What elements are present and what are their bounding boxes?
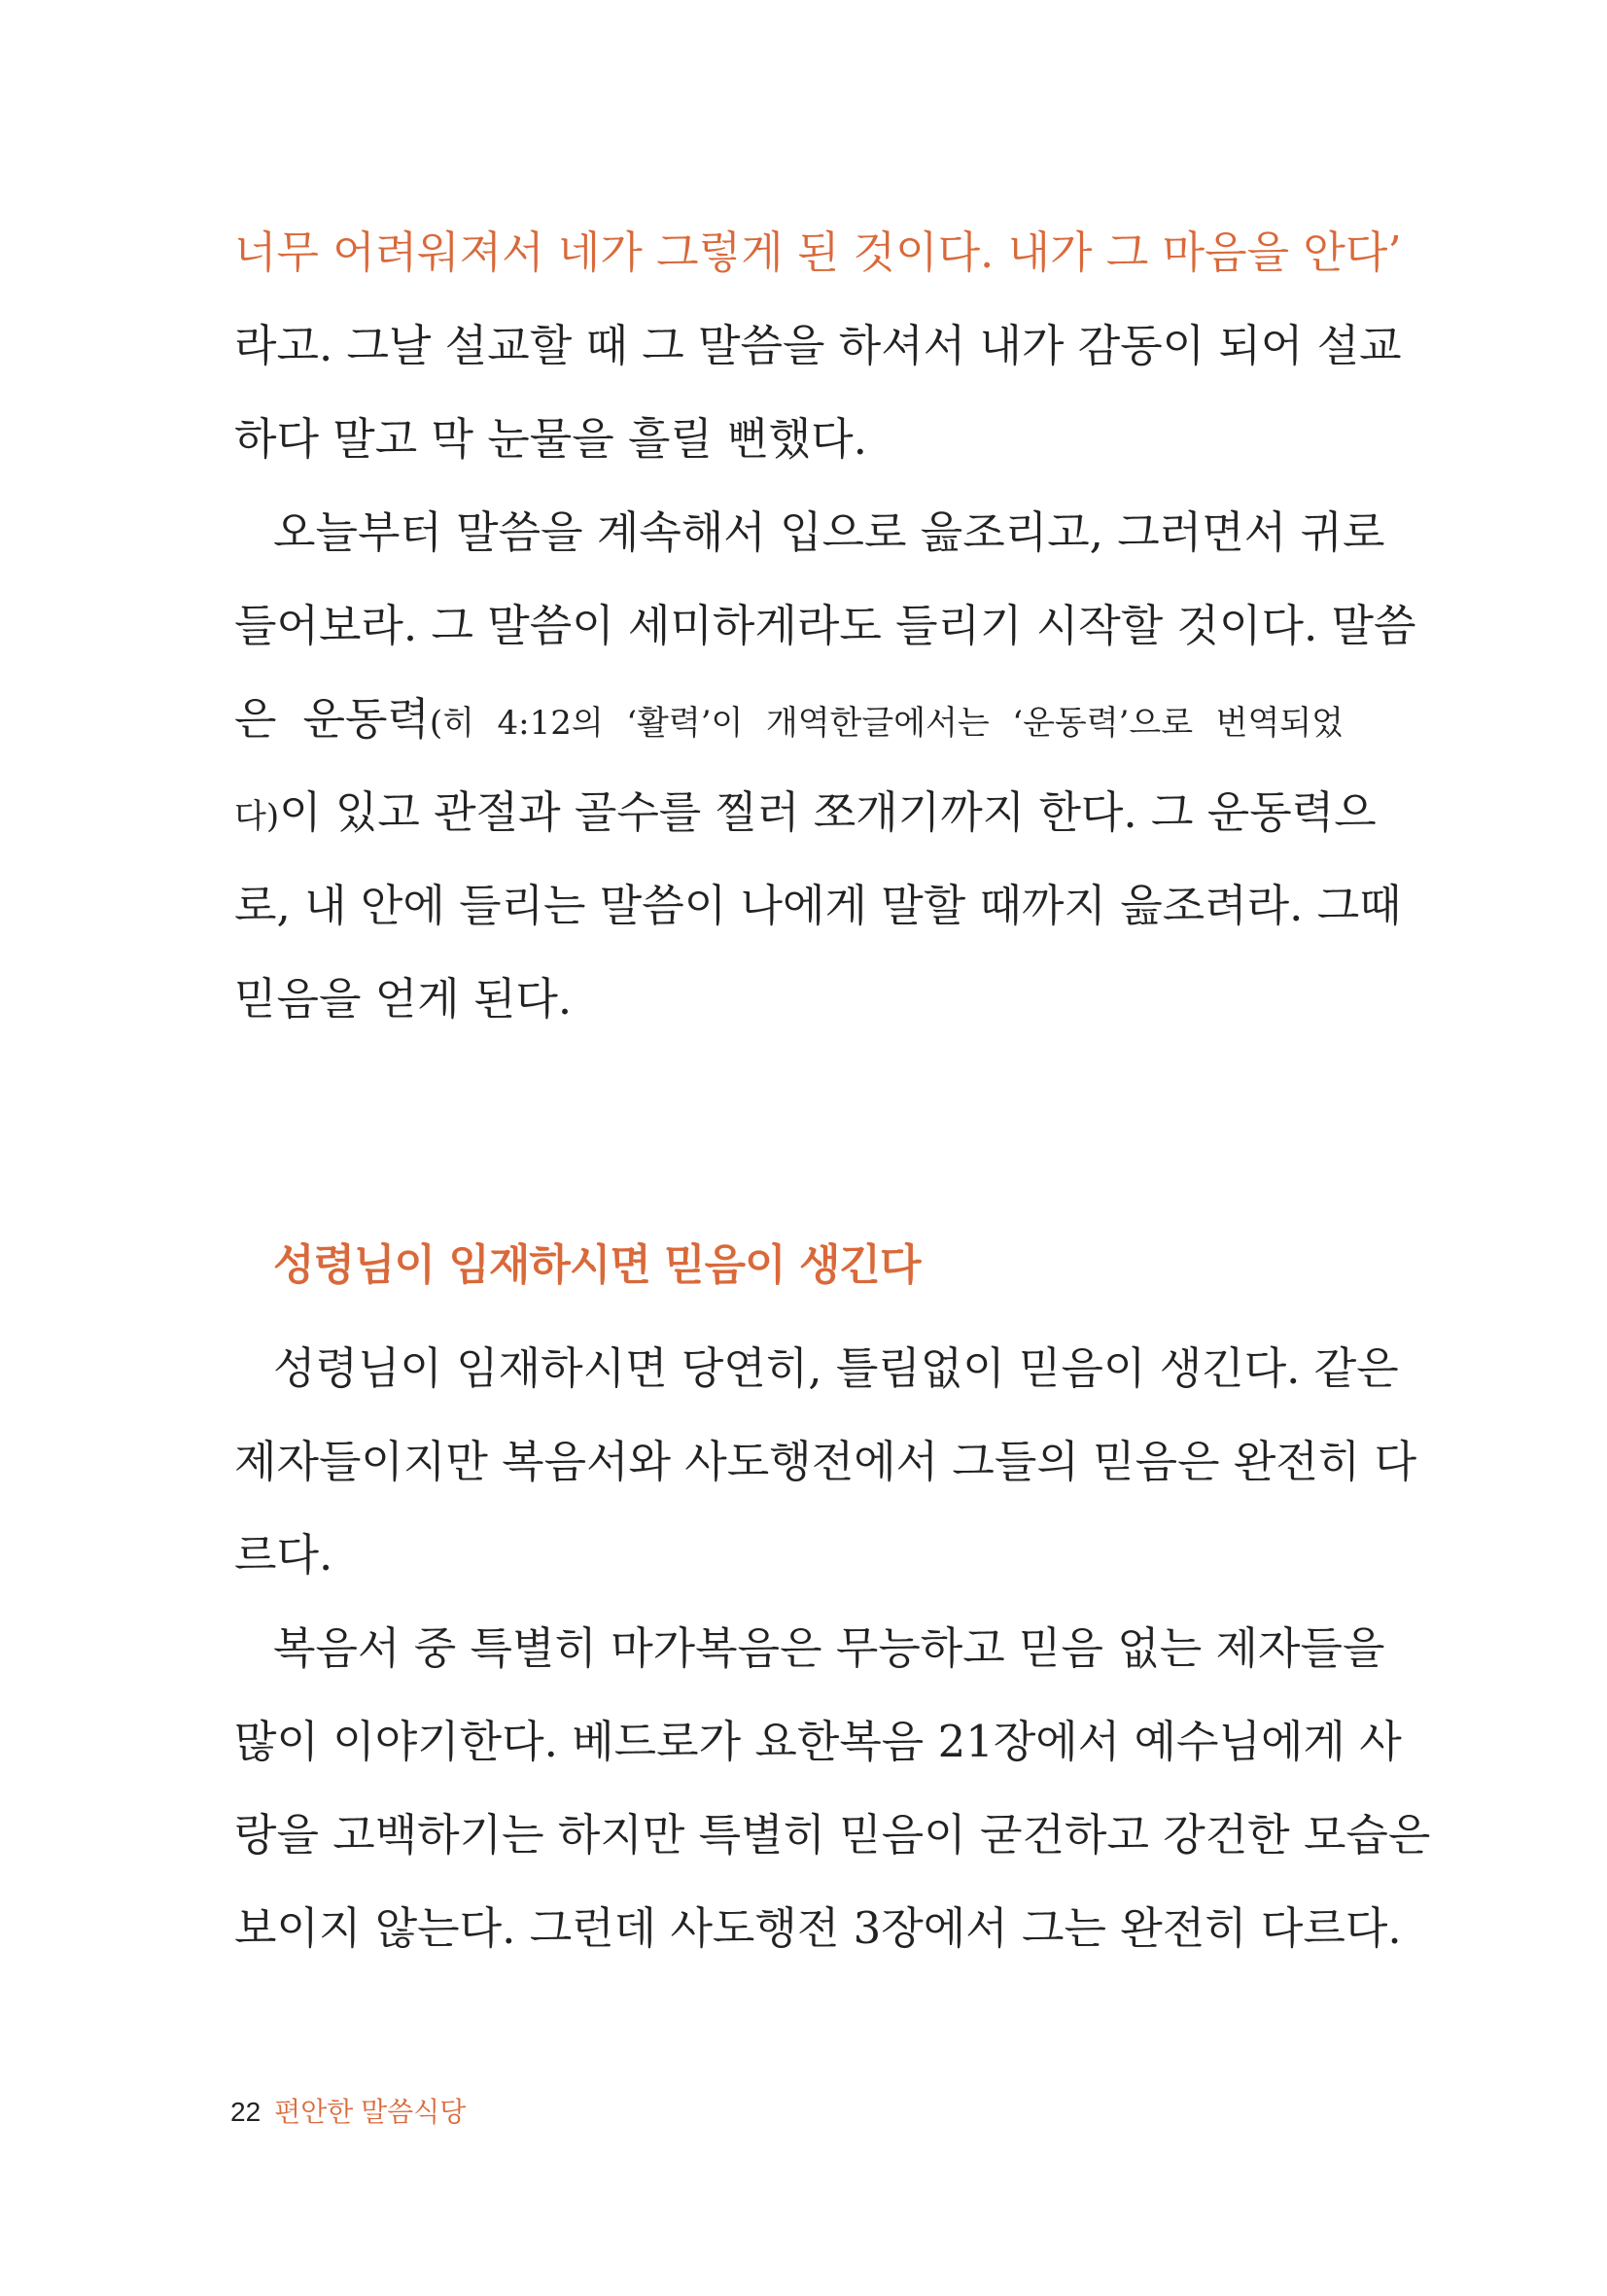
paragraph-line: 로, 내 안에 들리는 말씀이 나에게 말할 때까지 읊조려라. 그때 [234, 880, 1402, 931]
paragraph-text: 은 운동력 [234, 693, 430, 745]
paragraph-line: 너무 어려워져서 네가 그렇게 된 것이다. 내가 그 마음을 안다’ [234, 226, 1402, 278]
paragraph-line: 라고. 그날 설교할 때 그 말씀을 하셔서 내가 감동이 되어 설교 [234, 320, 1402, 371]
paragraph-line: 제자들이지만 복음서와 사도행전에서 그들의 믿음은 완전히 다 [234, 1436, 1417, 1487]
page-footer [230, 2095, 466, 2130]
section-heading: 성령님이 임재하시면 믿음이 생긴다 [273, 1240, 921, 1290]
paragraph-line: 많이 이야기한다. 베드로가 요한복음 21장에서 예수님에게 사 [234, 1716, 1402, 1767]
paragraph-line: 보이지 않는다. 그런데 사도행전 3장에서 그는 완전히 다르다. [234, 1902, 1402, 1954]
paragraph-line: 하다 말고 막 눈물을 흘릴 뻔했다. [234, 413, 867, 465]
paragraph-line [234, 783, 1377, 846]
paragraph-line: 들어보라. 그 말씀이 세미하게라도 들리기 시작할 것이다. 말씀 [234, 600, 1416, 651]
paragraph-line: 르다. [234, 1529, 333, 1581]
paragraph-line: 성령님이 임재하시면 당연히, 틀림없이 믿음이 생긴다. 같은 [273, 1342, 1399, 1394]
parenthetical-note: (히 4:12의 ‘활력’이 개역한글에서는 ‘운동력’으로 번역되었 [429, 704, 1344, 743]
paragraph-text: 이 있고 관절과 골수를 찔러 쪼개기까지 한다. 그 운동력으 [279, 786, 1377, 838]
paragraph-line: 랑을 고백하기는 하지만 특별히 믿음이 굳건하고 강건한 모습은 [234, 1809, 1431, 1861]
parenthetical-note-end: 다) [234, 797, 280, 836]
paragraph-line: 오늘부터 말씀을 계속해서 입으로 읊조리고, 그러면서 귀로 [273, 506, 1385, 558]
paragraph-line: 복음서 중 특별히 마가복음은 무능하고 믿음 없는 제자들을 [273, 1622, 1385, 1674]
paragraph-line: 믿음을 얻게 된다. [234, 973, 573, 1025]
page-number: 22 [230, 2097, 262, 2127]
paragraph-line [234, 690, 1344, 752]
book-title: 편안한 말씀식당 [274, 2097, 467, 2127]
